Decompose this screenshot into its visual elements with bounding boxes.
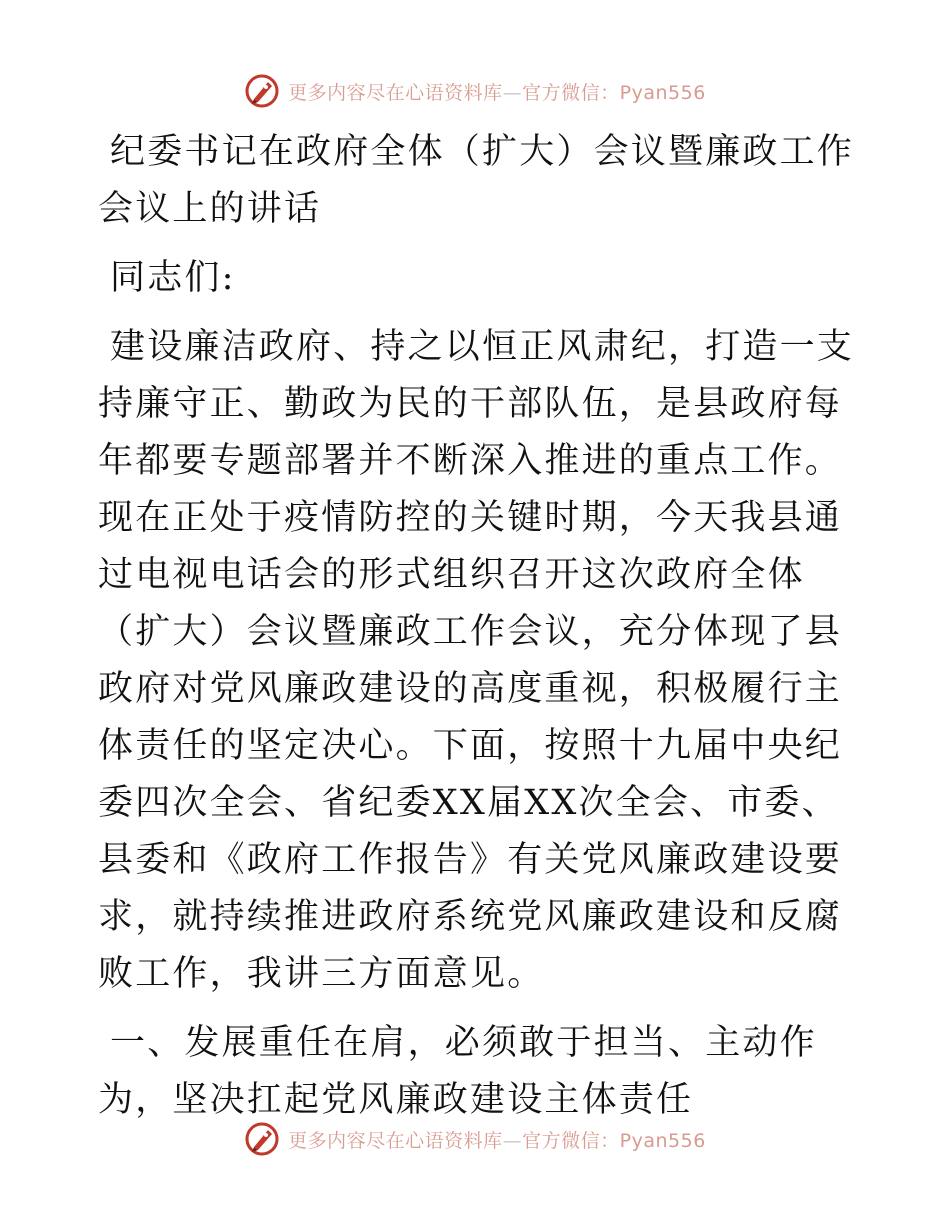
document-body <box>98 124 858 1141</box>
document-title: 纪委书记在政府全体（扩大）会议暨廉政工作会议上的讲话 <box>98 132 855 229</box>
watermark-banner-top <box>0 71 950 111</box>
body-paragraph: 建设廉洁政府、持之以恒正风肃纪，打造一支持廉守正、勤政为民的干部队伍，是县政府每年都要专题部署并不断深入推进的重点工作。现在正处于疫情防控的关键时期，今天我县通过电视电话会的形式组织召开这次政府全体（扩大）会议暨廉政工作会议，充分体现了县政府对党风廉政建设的高度重视，积极履行主体责任的坚定决心。下面，按照十九届中央纪委四次全会、省纪委XX届XX次全会、市委、县委和《政府工作报告》有关党风廉政建设要求，就持续推进政府系统党风廉政建设和反腐败工作，我讲三方面意见。 <box>98 327 855 994</box>
pen-logo-icon <box>244 73 280 109</box>
section-heading: 一、发展重任在肩，必须敢于担当、主动作为，坚决扛起党风廉政建设主体责任 <box>98 1023 817 1120</box>
watermark-text: 更多内容尽在心语资料库—官方微信：Pyan556 <box>288 1129 706 1152</box>
watermark-text: 更多内容尽在心语资料库—官方微信：Pyan556 <box>288 81 706 104</box>
watermark-banner-bottom <box>0 1119 950 1159</box>
pen-logo-icon <box>244 1121 280 1157</box>
salutation: 同志们: <box>110 258 236 298</box>
